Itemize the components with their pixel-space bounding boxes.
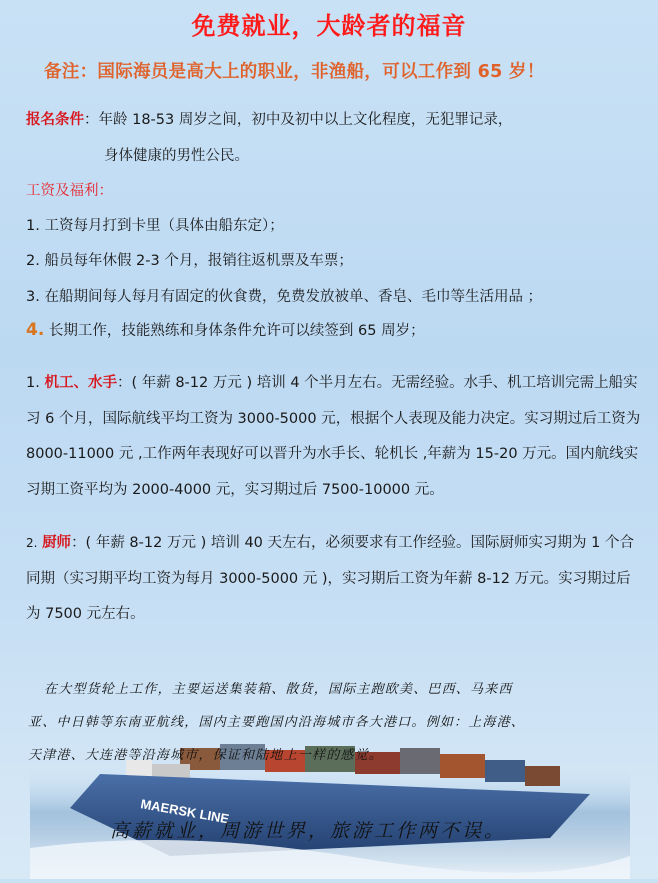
benefit-item-1 bbox=[26, 216, 284, 236]
benefit-num: 3. bbox=[26, 289, 40, 305]
benefit-item-4 bbox=[26, 320, 425, 341]
benefit-item-2 bbox=[26, 251, 353, 271]
benefit-num: 1. bbox=[26, 218, 40, 234]
closing-line1: 在大型货轮上工作，主要运送集装箱、散货，国际主跑欧美、巴西、马来西 bbox=[44, 682, 513, 697]
benefit-text: 长期工作，技能熟练和身体条件允许可以续签到 65 周岁； bbox=[48, 323, 425, 339]
page-title: 免费就业，大龄者的福音 bbox=[191, 12, 467, 40]
closing-line2: 亚、中日韩等东南亚航线，国内主要跑国内沿海城市各大港口。例如：上海港、 bbox=[28, 715, 526, 730]
position-sailor-mechanic bbox=[26, 366, 641, 508]
benefit-item-3 bbox=[26, 287, 542, 307]
requirements-line2: 身体健康的男性公民。 bbox=[104, 148, 249, 164]
requirements-label: 报名条件 bbox=[26, 112, 84, 128]
position-num: 1. bbox=[26, 375, 40, 391]
requirements-text: ：年龄 18-53 周岁之间，初中及初中以上文化程度，无犯罪记录， bbox=[84, 112, 513, 128]
slogan: 高薪就业，周游世界，旅游工作两不误。 bbox=[110, 820, 507, 842]
position-text: ：( 年薪 8-12 万元 ) 培训 40 天左右，必须要求有工作经验。国际厨师实习期为 1 个合同期（实习期平均工资为每月 3000-5000 元 )，实习期后工资为年薪 8-12 万元。实习期过后为 7500 元左右。 bbox=[26, 535, 634, 622]
closing-line3: 天津港、大连港等沿海城市，保证和陆地上一样的感觉。 bbox=[28, 748, 384, 763]
benefit-text: 在船期间每人每月有固定的伙食费，免费发放被单、香皂、毛巾等生活用品 ； bbox=[44, 289, 543, 305]
note-text: 备注：国际海员是高大上的职业，非渔船，可以工作到 65 岁！ bbox=[44, 62, 545, 82]
benefit-text: 工资每月打到卡里（具体由船东定）； bbox=[44, 218, 284, 234]
benefits-header: 工资及福利： bbox=[26, 183, 113, 199]
position-name: 厨师 bbox=[42, 535, 72, 551]
requirements-line1 bbox=[26, 110, 512, 130]
position-text: ：( 年薪 8-12 万元 ) 培训 4 个半月左右。无需经验。水手、机工培训完需上船实习 6 个月，国际航线平均工资为 3000-5000 元，根据个人表现及能力决定。实习期过后工资为 8000-11000 元 ,工作两年表现好可以晋升为水手长、轮机长 ,年薪为 15-20 万元。国内航线实习期工资平均为 2000-4000 元，实习期过后 7500-10000 元。 bbox=[26, 375, 641, 498]
benefit-num: 2. bbox=[26, 253, 40, 269]
benefit-num: 4. bbox=[26, 320, 45, 340]
benefit-text: 船员每年休假 2-3 个月，报销往返机票及车票； bbox=[44, 253, 353, 269]
position-cook bbox=[26, 526, 641, 633]
position-name: 机工、水手 bbox=[44, 375, 117, 391]
position-num: 2. bbox=[26, 536, 38, 550]
hull-text: MAERSK LINE bbox=[139, 796, 231, 827]
